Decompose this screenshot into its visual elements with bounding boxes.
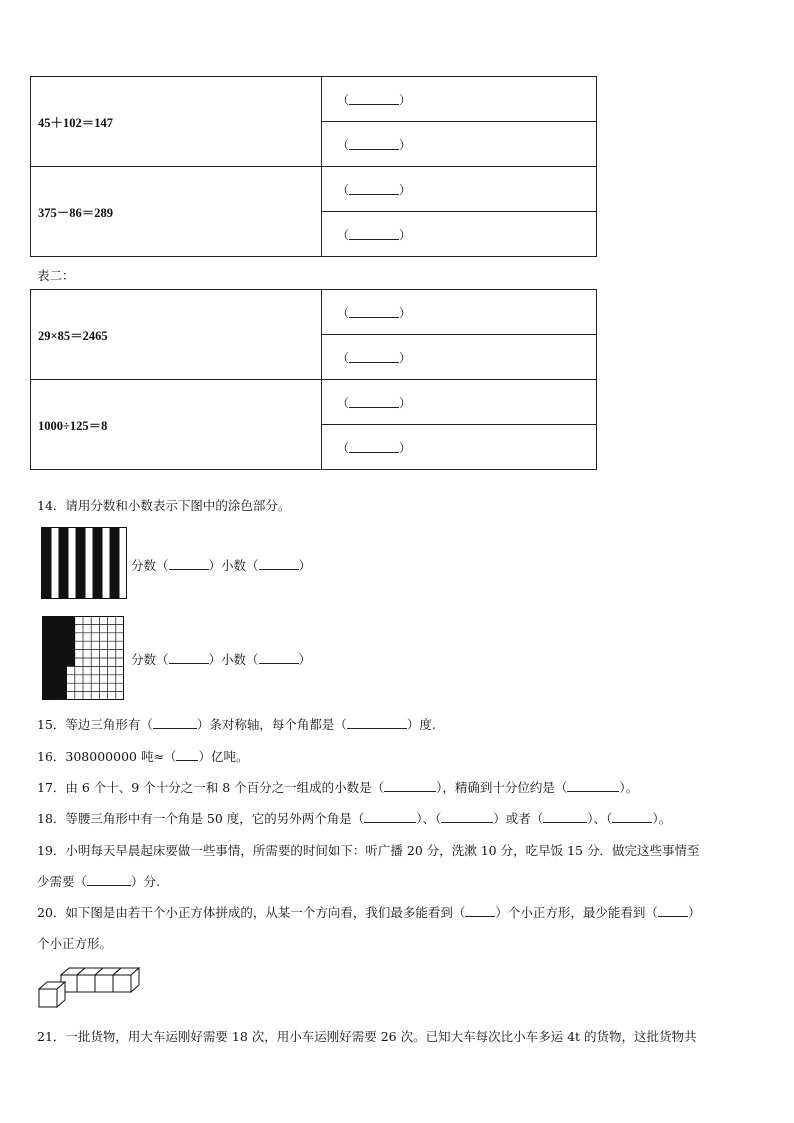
cubes-figure xyxy=(37,967,141,1009)
figure-2-answers: 分数（ ）小数（ ） xyxy=(131,652,312,667)
question-15: 15．等边三角形有（ ）条对称轴，每个角都是（ ）度. xyxy=(37,717,436,732)
answer-blank[interactable]: （ ） xyxy=(322,290,597,335)
table-2-label: 表二： xyxy=(37,268,75,283)
question-16: 16．308000000 吨≈（ ）亿吨。 xyxy=(37,749,249,764)
answer-blank[interactable]: （ ） xyxy=(322,380,597,425)
answer-blank[interactable]: （ ） xyxy=(322,212,597,257)
answer-blank[interactable]: （ ） xyxy=(322,122,597,167)
table-row xyxy=(31,380,597,425)
table-row xyxy=(31,290,597,335)
hundred-grid-figure xyxy=(42,616,124,700)
table-row xyxy=(31,77,597,122)
equation-cell: 29×85＝2465 xyxy=(31,290,322,380)
question-14: 14．请用分数和小数表示下图中的涂色部分。 xyxy=(37,498,291,513)
equation-cell: 1000÷125＝8 xyxy=(31,380,322,470)
striped-rectangle-figure xyxy=(41,527,127,599)
answer-blank[interactable]: （ ） xyxy=(322,335,597,380)
answer-blank[interactable]: （ ） xyxy=(322,425,597,470)
equation-cell: 45＋102＝147 xyxy=(31,77,322,167)
question-21: 21．一批货物，用大车运刚好需要 18 次，用小车运刚好需要 26 次。已知大车每次比小车多运 4t 的货物，这批货物共 xyxy=(37,1029,697,1044)
question-18: 18．等腰三角形中有一个角是 50 度，它的另外两个角是（ ）、（ ）或者（ ）、（ ）。 xyxy=(37,811,672,826)
table-2 xyxy=(30,289,597,470)
table-row xyxy=(31,167,597,212)
question-19-line-1: 19．小明每天早晨起床要做一些事情，所需要的时间如下：听广播 20 分，洗漱 10 分，吃早饭 15 分．做完这些事情至 xyxy=(37,843,700,858)
answer-blank[interactable]: （ ） xyxy=(322,167,597,212)
question-20-line-1: 20．如下图是由若干个小正方体拼成的，从某一个方向看，我们最多能看到（ ）个小正方形，最少能看到（ ） xyxy=(37,905,701,920)
question-17: 17．由 6 个十、9 个十分之一和 8 个百分之一组成的小数是（ ），精确到十分位约是（ ）。 xyxy=(37,780,639,795)
question-20-line-2: 个小正方形。 xyxy=(37,936,113,951)
answer-blank[interactable]: （ ） xyxy=(322,77,597,122)
figure-1-answers: 分数（ ）小数（ ） xyxy=(131,558,312,573)
table-1 xyxy=(30,76,597,257)
question-19-line-2: 少需要（ ）分. xyxy=(37,874,160,889)
equation-cell: 375－86＝289 xyxy=(31,167,322,257)
